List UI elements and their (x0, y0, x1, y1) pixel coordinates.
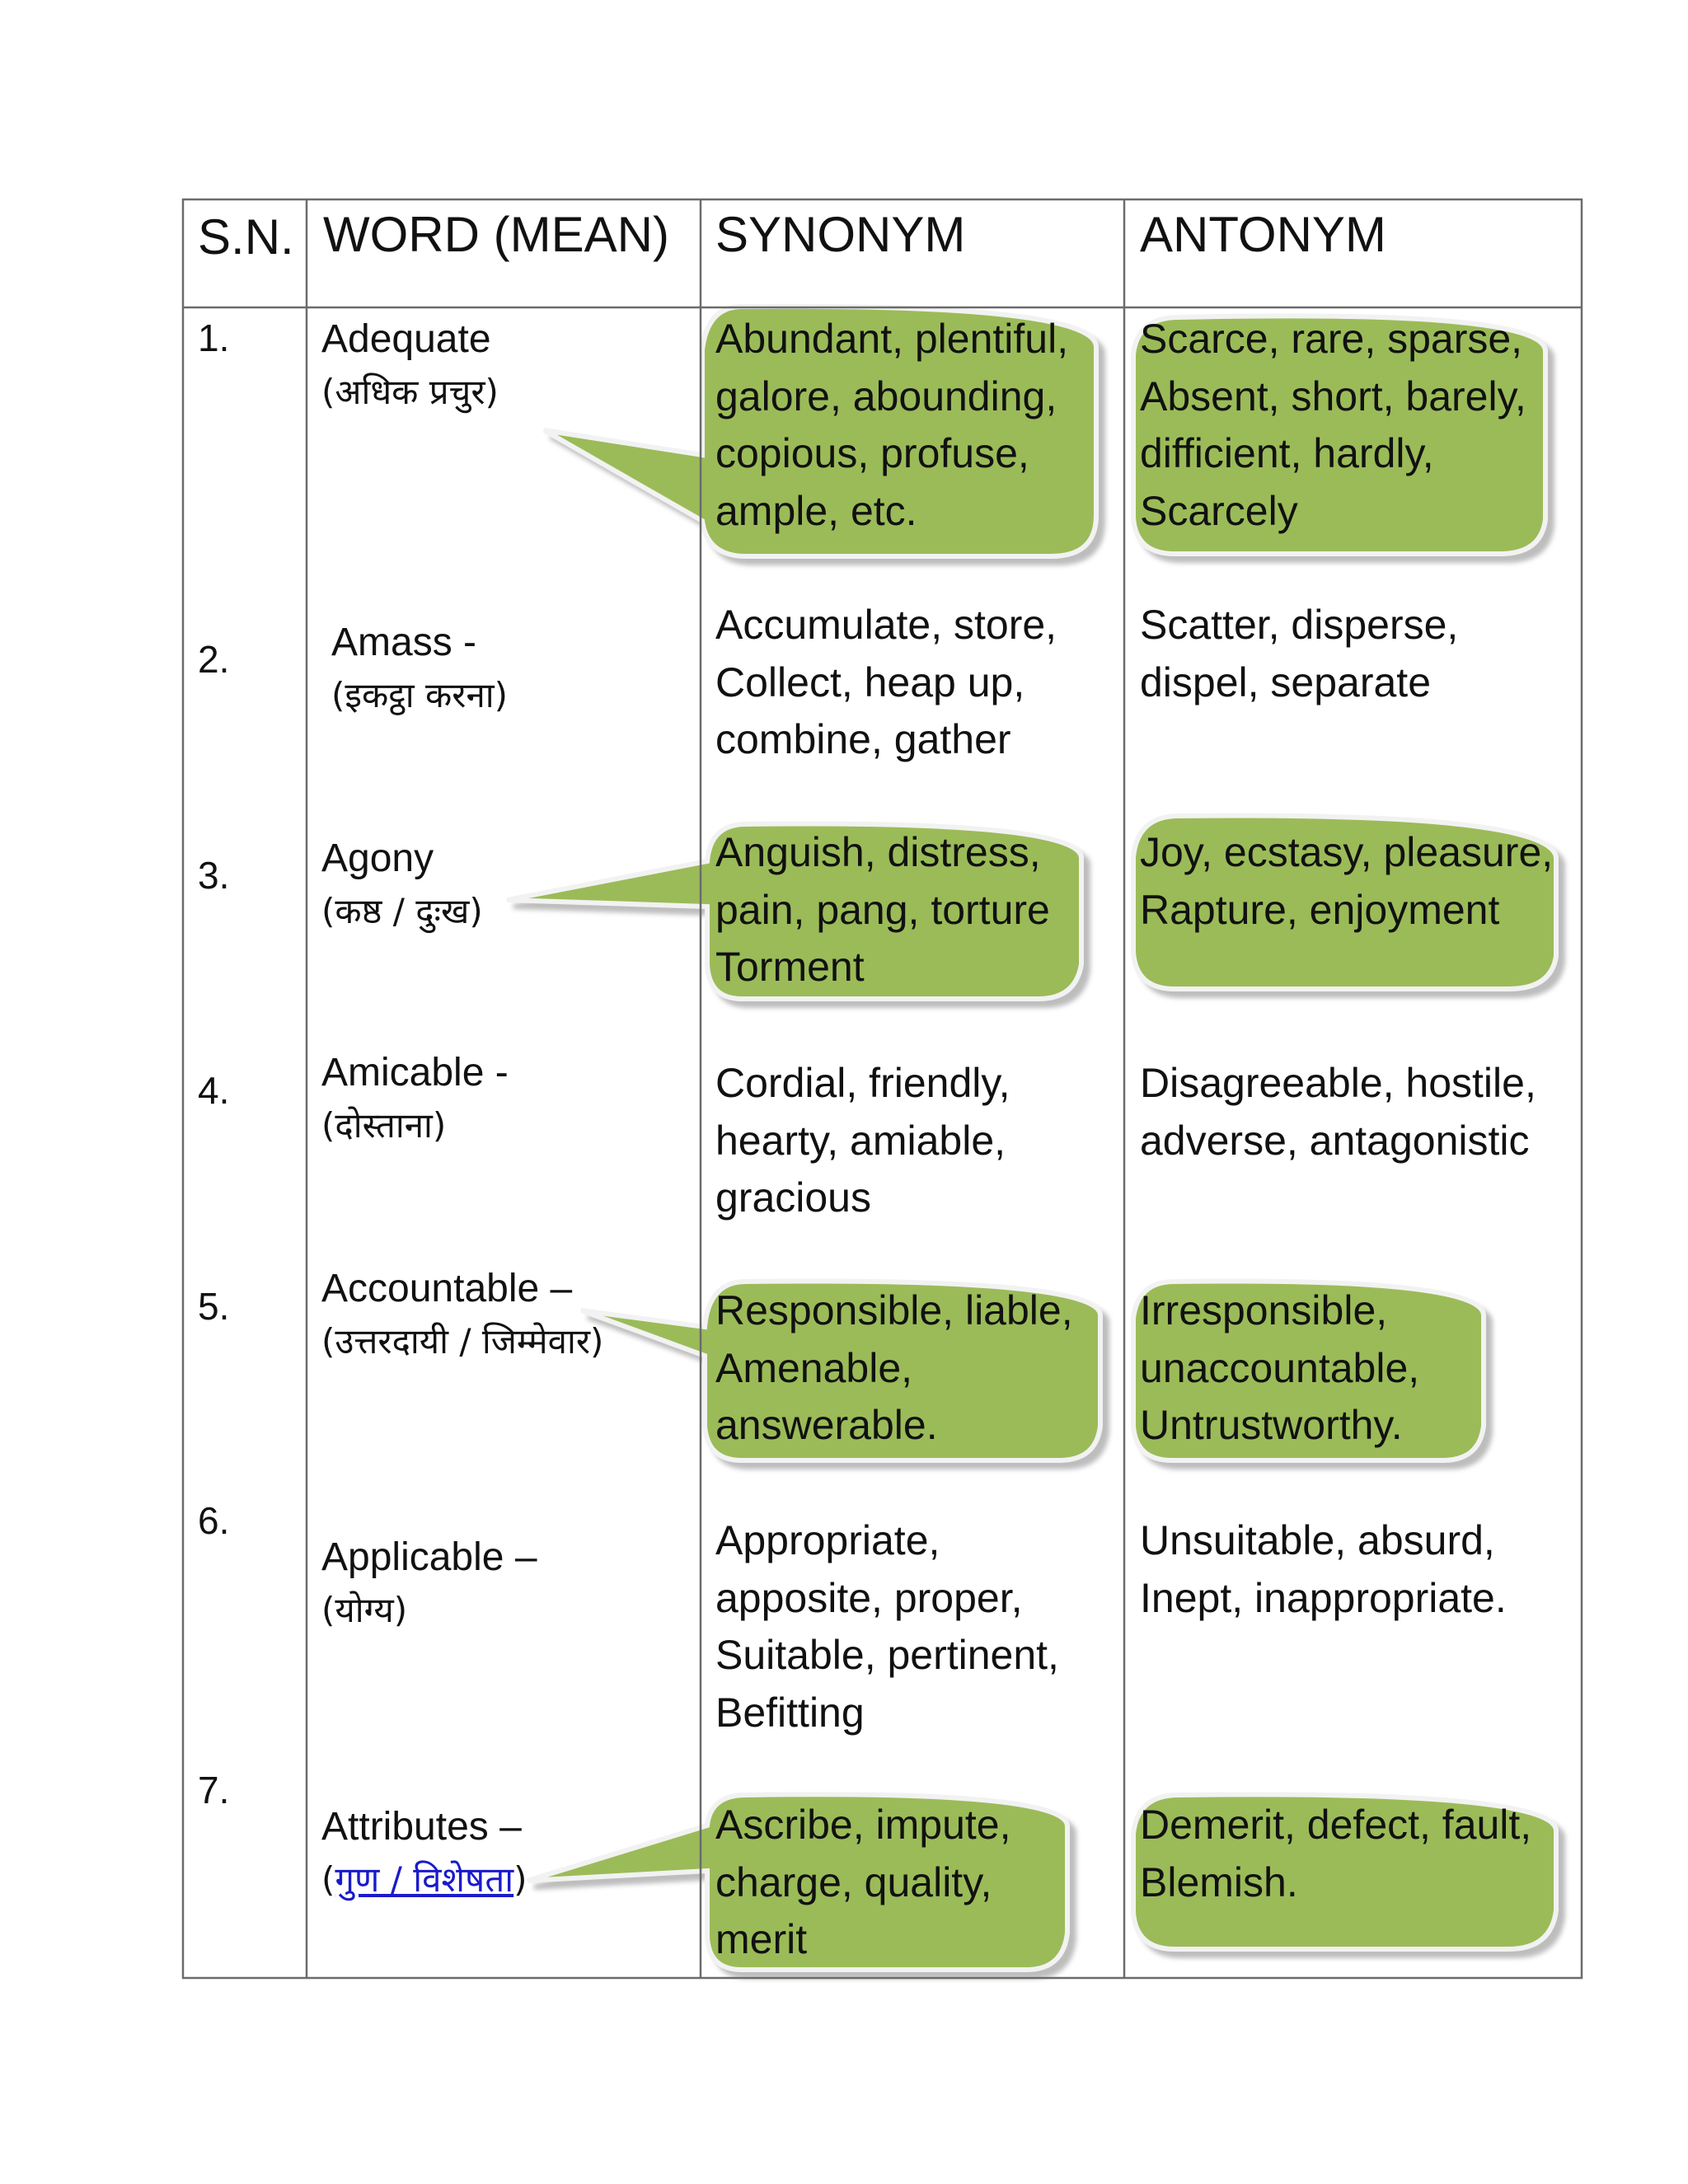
row-7-word (321, 1801, 528, 1906)
row-3-meaning: (कष्ठ / दुःख) (321, 891, 483, 931)
row-6-antonyms: Unsuitable, absurd, Inept, inappropriate. (1140, 1517, 1507, 1621)
row-6-word (321, 1531, 537, 1637)
row-2-antonyms: Scatter, disperse, dispel, separate (1140, 602, 1459, 705)
row-4-antonyms: Disagreeable, hostile, adverse, antagonistic (1140, 1060, 1536, 1164)
row-4-sn: 4. (198, 1069, 230, 1112)
row-4-synonyms: Cordial, friendly, hearty, amiable, gracious (715, 1060, 1010, 1221)
row-6-synonyms: Appropriate, apposite, proper, Suitable, pertinent, Befitting (715, 1517, 1059, 1736)
row-4-word-text: Amicable - (321, 1051, 509, 1094)
row-7-meaning (321, 1854, 528, 1906)
row-7-antonyms: Demerit, defect, fault, Blemish. (1140, 1802, 1532, 1905)
row-3-sn: 3. (198, 854, 230, 897)
row-7-meaning-link[interactable]: गुण / विशेषता (335, 1859, 514, 1900)
row-5-meaning: (उत्तरदायी / जिम्मेवार) (321, 1321, 604, 1361)
row-7-sn: 7. (198, 1769, 230, 1811)
row-7-meaning-open: ( (321, 1859, 335, 1900)
row-1-antonyms: Scarce, rare, sparse, Absent, short, barely, difficient, hardly, Scarcely (1140, 316, 1526, 534)
row-4-meaning: (दोस्ताना) (321, 1105, 447, 1146)
row-6-word-text: Applicable – (321, 1535, 537, 1579)
row-6-meaning: (योग्य) (321, 1590, 408, 1630)
row-2-word-text: Amass - (331, 621, 477, 664)
row-5-antonyms: Irresponsible, unaccountable, Untrustworthy. (1140, 1287, 1420, 1448)
row-5-word-text: Accountable – (321, 1267, 573, 1310)
row-7-meaning-close: ) (513, 1859, 528, 1900)
row-2-sn: 2. (198, 638, 230, 681)
row-3-synonyms: Anguish, distress, pain, pang, torture Torment (715, 829, 1050, 990)
row-7-word-text: Attributes – (321, 1805, 522, 1849)
header-word: WORD (MEAN) (323, 207, 669, 262)
row-1-synonyms: Abundant, plentiful, galore, abounding, copious, profuse, ample, etc. (715, 316, 1069, 534)
row-4-word (321, 1047, 509, 1152)
row-2-meaning: (इकट्ठा करना) (331, 675, 509, 715)
header-antonym: ANTONYM (1140, 207, 1386, 262)
row-1-word (321, 313, 499, 419)
header-synonym: SYNONYM (715, 207, 966, 262)
row-1-sn: 1. (198, 316, 230, 359)
row-2-word (331, 616, 508, 722)
row-1-word-text: Adequate (321, 317, 491, 361)
row-5-sn: 5. (198, 1285, 230, 1328)
row-3-antonyms: Joy, ecstasy, pleasure, Rapture, enjoyment (1140, 829, 1554, 933)
row-5-synonyms: Responsible, liable, Amenable, answerable. (715, 1287, 1073, 1448)
row-5-word (321, 1263, 603, 1368)
row-2-synonyms: Accumulate, store, Collect, heap up, combine, gather (715, 602, 1057, 762)
row-1-meaning: (अधिक प्रचुर) (321, 372, 499, 412)
row-3-word-text: Agony (321, 837, 434, 880)
row-7-synonyms: Ascribe, impute, charge, quality, merit (715, 1802, 1011, 1962)
row-6-sn: 6. (198, 1499, 230, 1542)
row-3-word (321, 832, 483, 938)
header-sn: S.N. (198, 209, 294, 265)
